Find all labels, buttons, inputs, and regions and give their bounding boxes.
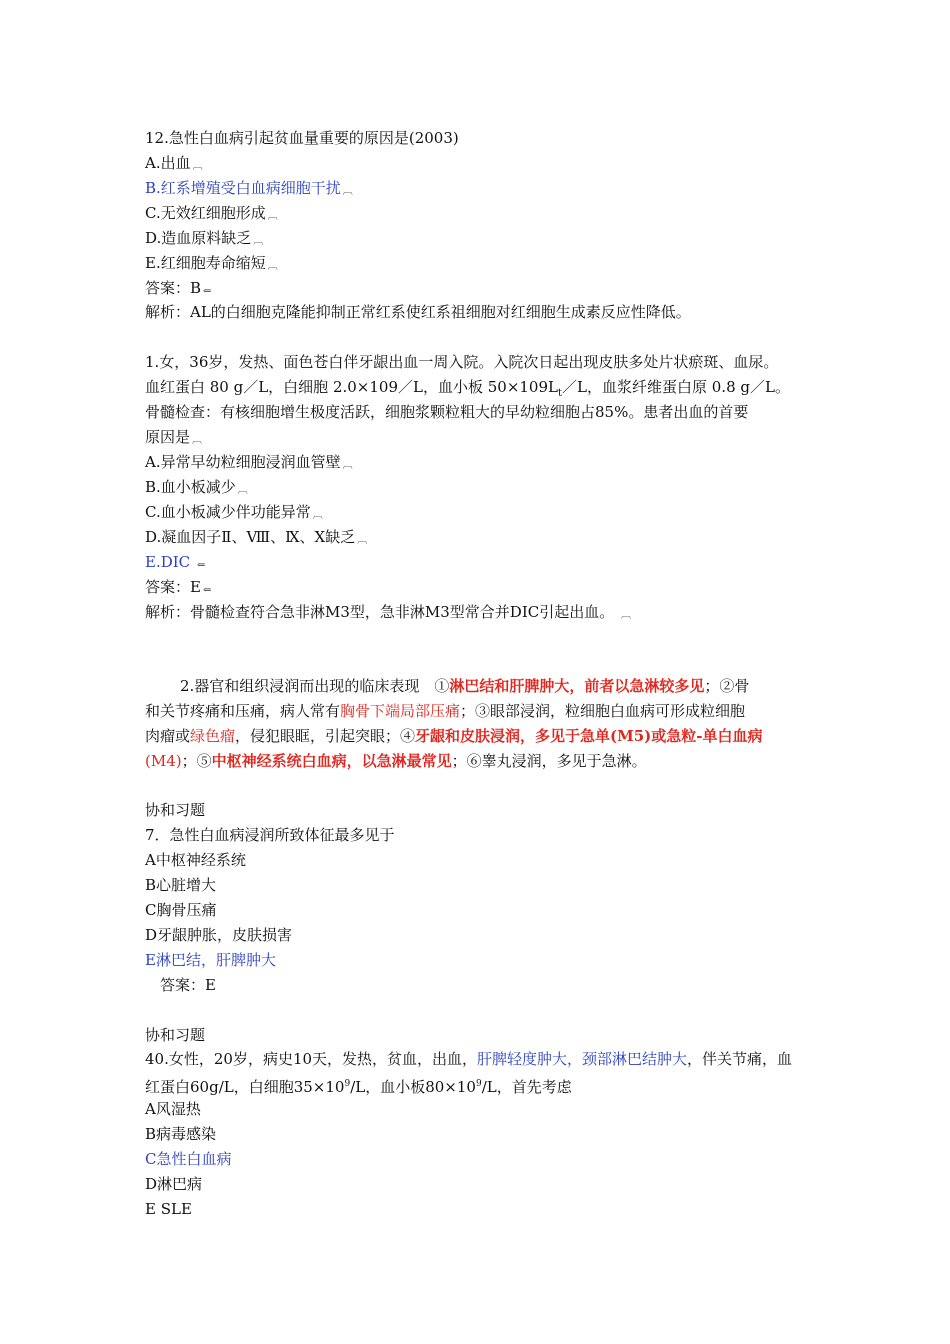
q1-analysis: 解析：骨髓检查符合急非淋M3型，急非淋M3型常合并DIC引起出血。 ︹: [145, 603, 632, 621]
q12-option-d: D.造血原料缺乏 ︹: [145, 229, 264, 247]
q1-answer: 答案：E ⇐: [145, 578, 212, 596]
q1-option-a: A.异常早幼粒细胞浸润血管壁 ︹: [145, 453, 353, 471]
q2-line4: (M4)；⑤中枢神经系统白血病，以急淋最常见；⑥睾丸浸润，多见于急淋。: [145, 752, 647, 770]
q12-option-c: C.无效红细胞形成 ︹: [145, 204, 278, 222]
paragraph-mark-icon: ︹: [312, 510, 323, 521]
paragraph-mark-icon: ︹: [621, 610, 632, 621]
q40-source: 协和习题: [145, 1026, 206, 1044]
q40-option-b: B病毒感染: [145, 1125, 217, 1143]
q1-stem-line2: 血红蛋白 80 g／L，白细胞 2.0×109／L，血小板 $50\times 109L_t/L$，血浆纤维蛋白原 0.8 g／L。: [145, 378, 790, 399]
paragraph-mark-icon: ︹: [237, 485, 248, 496]
q40-option-e: E SLE: [145, 1200, 192, 1218]
q40-stem-line1: 40.女性，20岁，病史10天，发热，贫血，出血，肝脾轻度肿大，颈部淋巴结肿大，伴关节痛，血: [145, 1050, 793, 1068]
q1-stem-line4: 原因是 ︹: [145, 428, 203, 446]
paragraph-mark-icon: ︹: [192, 161, 203, 172]
q12-option-a: A.出血 ︹: [145, 154, 203, 172]
q40-stem-line2: 红蛋白60g/L，白细胞$35\times 10^9/L$，血小板$80\times 10^9/L$，首先考虑: [145, 1078, 572, 1096]
return-mark-icon: ⇐: [196, 560, 206, 571]
paragraph-mark-icon: ︹: [267, 211, 278, 222]
q12-option-e: E.红细胞寿命缩短 ︹: [145, 254, 278, 272]
paragraph-mark-icon: ︹: [267, 261, 278, 272]
q7-stem: 7．急性白血病浸润所致体征最多见于: [145, 826, 395, 844]
q7-option-d: D牙龈肿胀，皮肤损害: [145, 926, 293, 944]
paragraph-mark-icon: ︹: [253, 236, 264, 247]
q1-stem-line1: 1.女，36岁，发热、面色苍白伴牙龈出血一周入院。入院次日起出现皮肤多处片状瘀斑、血尿。: [145, 353, 779, 371]
q7-option-e: E淋巴结，肝脾肿大: [145, 951, 276, 969]
q12-stem: 12.急性白血病引起贫血量重要的原因是(2003): [145, 129, 459, 147]
q2-line3: 肉瘤或绿色瘤，侵犯眼眶，引起突眼；④牙龈和皮肤浸润，多见于急单(M5)或急粒-单白血病: [145, 727, 763, 745]
q40-option-a: A风湿热: [145, 1100, 201, 1118]
q7-option-b: B心脏增大: [145, 876, 217, 894]
q40-option-d: D淋巴病: [145, 1175, 203, 1193]
return-mark-icon: ⇐: [203, 286, 212, 297]
q40-option-c: C急性白血病: [145, 1150, 232, 1168]
paragraph-mark-icon: ︹: [342, 186, 353, 197]
q7-option-c: C胸骨压痛: [145, 901, 217, 919]
q7-answer: 答案：E: [160, 976, 216, 994]
q2-line1: 2.器官和组织浸润而出现的临床表现 ①淋巴结和肝脾肿大，前者以急淋较多见；②骨: [180, 677, 750, 695]
q7-option-a: A中枢神经系统: [145, 851, 246, 869]
q1-option-e: E.DIC ⇐: [145, 553, 206, 571]
paragraph-mark-icon: ︹: [342, 460, 353, 471]
return-mark-icon: ⇐: [202, 585, 212, 596]
q12-analysis: 解析：AL的白细胞克隆能抑制正常红系使红系祖细胞对红细胞生成素反应性降低。: [145, 303, 691, 321]
q1-option-d: D.凝血因子Ⅱ、Ⅷ、Ⅸ、Ⅹ缺乏 ︹: [145, 528, 368, 546]
q1-option-c: C.血小板减少伴功能异常 ︹: [145, 503, 323, 521]
q1-stem-line3: 骨髓检查：有核细胞增生极度活跃，细胞浆颗粒粗大的早幼粒细胞占85%。患者出血的首要: [145, 403, 749, 421]
q12-option-b: B.红系增殖受白血病细胞干扰 ︹: [145, 179, 353, 197]
paragraph-mark-icon: ︹: [357, 535, 368, 546]
q12-answer: 答案：B ⇐: [145, 279, 212, 297]
q2-line2: 和关节疼痛和压痛，病人常有胸骨下端局部压痛；③眼部浸润，粒细胞白血病可形成粒细胞: [145, 702, 746, 720]
q7-source: 协和习题: [145, 801, 206, 819]
q1-option-b: B.血小板减少 ︹: [145, 478, 248, 496]
paragraph-mark-icon: ︹: [192, 435, 203, 446]
